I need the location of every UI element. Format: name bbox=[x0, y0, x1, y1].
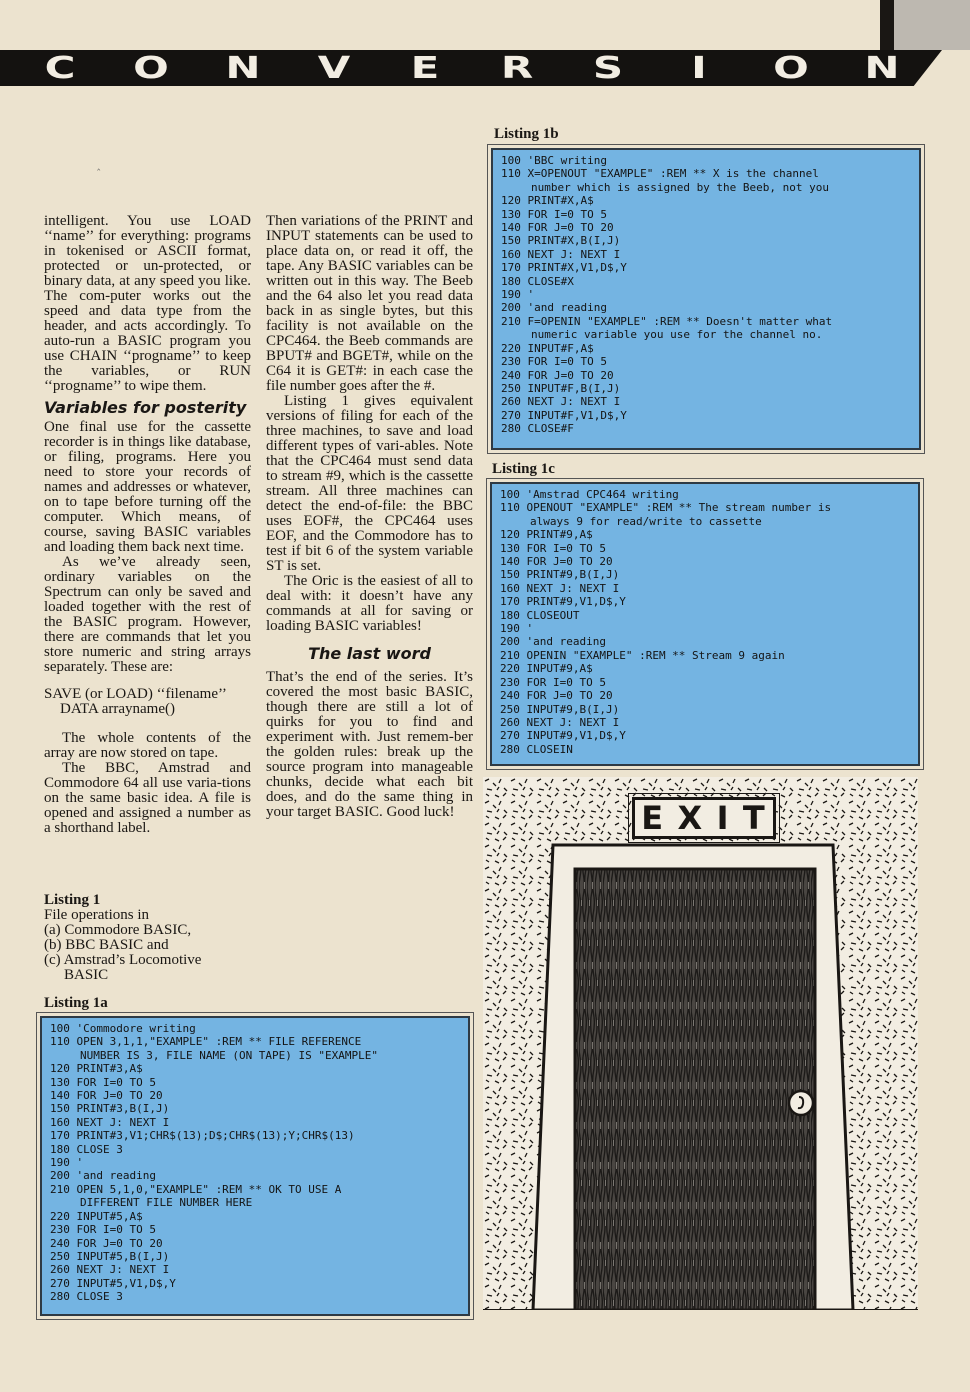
code-line: 210 OPEN 5,1,0,"EXAMPLE" :REM ** OK TO USE A bbox=[50, 1182, 342, 1196]
paragraph: The Oric is the easiest of all to deal with: it doesn’t have any commands at all for saving or loading BASIC variables! bbox=[266, 573, 473, 634]
code-line: 260 NEXT J: NEXT I bbox=[50, 1263, 170, 1277]
code-line: 200 'and reading bbox=[50, 1169, 156, 1183]
exit-door-illustration bbox=[483, 777, 918, 1310]
listing-1a-code bbox=[40, 1016, 470, 1316]
inline-code-line: SAVE (or LOAD) ‘‘filename’’ bbox=[44, 686, 227, 702]
code-line: 210 OPENIN "EXAMPLE" :REM ** Stream 9 again bbox=[500, 648, 785, 662]
banner-letter: O bbox=[772, 50, 809, 86]
code-line: 150 PRINT#9,B(I,J) bbox=[500, 568, 620, 582]
banner-letter: C bbox=[44, 50, 76, 86]
code-line: 190 ' bbox=[50, 1156, 84, 1170]
code-line: 200 'and reading bbox=[501, 301, 607, 315]
code-line: 240 FOR J=0 TO 20 bbox=[500, 689, 613, 703]
paragraph: The BBC, Amstrad and Commodore 64 all use varia-tions on the same basic idea. A file is opened and assigned a number as a shorthand label. bbox=[44, 760, 251, 836]
listing-1b-title: Listing 1b bbox=[494, 126, 559, 142]
code-line: 100 'Amstrad CPC464 writing bbox=[500, 488, 679, 501]
code-line: 160 NEXT J: NEXT I bbox=[500, 581, 620, 595]
code-line: 220 INPUT#F,A$ bbox=[501, 341, 594, 355]
listing-1b-code bbox=[491, 148, 921, 450]
paragraph: intelligent. You use LOAD ‘‘name’’ for everything: programs in tokenised or ASCII format, protected or un-protected, or binary data, at any speed you like. The com-puter works out the speed and data type from the header, and acts accordingly. To auto-run a BASIC program you use CHAIN ‘‘progname’’ to keep the variables, or RUN ‘‘progname’’ to wipe them. bbox=[44, 213, 251, 394]
caption-title: Listing 1 bbox=[44, 892, 101, 908]
code-line: 110 OPENOUT "EXAMPLE" :REM ** The stream number is bbox=[500, 501, 832, 515]
subheading-last-word: The last word bbox=[308, 644, 431, 663]
code-line: 180 CLOSE#X bbox=[501, 274, 574, 288]
print-speck: ‸ bbox=[97, 160, 101, 171]
code-line: numeric variable you use for the channel no. bbox=[531, 328, 823, 342]
code-line: 120 PRINT#9,A$ bbox=[500, 528, 593, 542]
code-line: 180 CLOSEOUT bbox=[500, 608, 580, 622]
caption-line: (b) BBC BASIC and bbox=[44, 937, 169, 953]
code-line: 180 CLOSE 3 bbox=[50, 1142, 123, 1156]
code-line: 240 FOR J=0 TO 20 bbox=[501, 368, 614, 382]
code-line: 140 FOR J=0 TO 20 bbox=[50, 1089, 163, 1103]
code-line: 130 FOR I=0 TO 5 bbox=[50, 1075, 156, 1089]
inline-code bbox=[44, 687, 251, 717]
banner-letter: I bbox=[691, 50, 708, 86]
code-line: DIFFERENT FILE NUMBER HERE bbox=[80, 1196, 253, 1210]
code-line: 270 INPUT#F,V1,D$,Y bbox=[501, 408, 627, 422]
code-line: 150 PRINT#3,B(I,J) bbox=[50, 1102, 170, 1116]
code-line: 140 FOR J=0 TO 20 bbox=[500, 555, 613, 569]
code-line: 220 INPUT#9,A$ bbox=[500, 662, 593, 676]
banner-letter: N bbox=[225, 50, 261, 86]
code-line: 100 'BBC writing bbox=[501, 154, 607, 167]
paragraph: The whole contents of the array are now stored on tape. bbox=[44, 730, 251, 761]
code-line: 130 FOR I=0 TO 5 bbox=[500, 541, 606, 555]
exit-letter: X bbox=[677, 799, 705, 837]
exit-letter: I bbox=[716, 799, 731, 837]
caption-line: (a) Commodore BASIC, bbox=[44, 922, 192, 938]
code-line: 230 FOR I=0 TO 5 bbox=[501, 355, 607, 369]
code-line: 170 PRINT#3,V1;CHR$(13);D$;CHR$(13);Y;CHR$(13) bbox=[50, 1129, 355, 1143]
paragraph: Then variations of the PRINT and INPUT statements can be used to place data on, or read it off, the tape. Any BASIC variables can be written out in this way. The Beeb and the 64 also let you read data back in as single bytes, but this facility is not available on the CPC464. the Beeb commands are BPUT# and BGET#, while on the C64 it is GET#: in each case the file number goes after the #. bbox=[266, 213, 473, 394]
caption-line: File operations in bbox=[44, 907, 149, 923]
caption-line: BASIC bbox=[64, 967, 109, 983]
code-line: 210 F=OPENIN "EXAMPLE" :REM ** Doesn't matter what bbox=[501, 314, 833, 328]
banner-letter: E bbox=[410, 50, 440, 86]
code-line: 110 OPEN 3,1,1,"EXAMPLE" :REM ** FILE REFERENCE bbox=[50, 1035, 362, 1049]
article-column-1 bbox=[44, 214, 251, 836]
subheading-variables: Variables for posterity bbox=[44, 398, 247, 417]
listing-caption bbox=[44, 893, 254, 983]
code-line: 230 FOR I=0 TO 5 bbox=[50, 1223, 156, 1237]
banner-letter: O bbox=[133, 50, 170, 86]
paragraph: One final use for the cassette recorder is in things like database, or filing, programs. Here you need to store your records of names and addresses or whatever, on to tape before turning off the computer. Which means, of course, saving BASIC variables and loading them back next time. bbox=[44, 419, 251, 555]
code-line: 260 NEXT J: NEXT I bbox=[500, 715, 620, 729]
code-line: 170 PRINT#X,V1,D$,Y bbox=[501, 261, 627, 275]
code-line: 280 CLOSEIN bbox=[500, 742, 573, 756]
code-line: 220 INPUT#5,A$ bbox=[50, 1209, 143, 1223]
listing-1a-title: Listing 1a bbox=[44, 995, 108, 1011]
listing-1c-title: Listing 1c bbox=[492, 461, 555, 477]
code-line: 190 ' bbox=[500, 622, 534, 636]
section-banner-title bbox=[0, 50, 942, 86]
code-line: 280 CLOSE 3 bbox=[50, 1290, 123, 1304]
caption-line: (c) Amstrad’s Locomotive bbox=[44, 952, 202, 968]
code-line: 100 'Commodore writing bbox=[50, 1022, 196, 1035]
code-line: 250 INPUT#5,B(I,J) bbox=[50, 1249, 170, 1263]
code-line: 250 INPUT#F,B(I,J) bbox=[501, 381, 621, 395]
paragraph: As we’ve already seen, ordinary variables on the Spectrum can only be saved and loaded together with the rest of the BASIC program. However, there are commands that let you store numeric and string arrays separately. These are: bbox=[44, 554, 251, 675]
exit-letter: E bbox=[641, 799, 666, 837]
banner-letter: R bbox=[500, 50, 533, 86]
code-line: 240 FOR J=0 TO 20 bbox=[50, 1236, 163, 1250]
corner-tab bbox=[894, 0, 970, 50]
listing-1c-code bbox=[490, 482, 920, 766]
code-line: 120 PRINT#3,A$ bbox=[50, 1062, 143, 1076]
code-line: 120 PRINT#X,A$ bbox=[501, 194, 594, 208]
code-line: 170 PRINT#9,V1,D$,Y bbox=[500, 595, 626, 609]
code-line: 260 NEXT J: NEXT I bbox=[501, 395, 621, 409]
code-line: 250 INPUT#9,B(I,J) bbox=[500, 702, 620, 716]
code-line: 110 X=OPENOUT "EXAMPLE" :REM ** X is the channel bbox=[501, 167, 819, 181]
paragraph: That’s the end of the series. It’s covered the most basic BASIC, though there are still a lot of quirks for you to find and experiment with. Just remem-ber the golden rules: break up the source program into manageable chunks, decide what each bit does, and do the same thing in your target BASIC. Good luck! bbox=[266, 669, 473, 820]
paragraph: Listing 1 gives equivalent versions of filing for each of the three machines, to save and load different types of vari-ables. Note that the CPC464 must send data to stream #9, which is the cassette stream. All three machines can detect the end-of-file: the BBC uses EOF#, the CPC464 uses EOF, and the Commodore has to test if bit 6 of the system variable ST is set. bbox=[266, 393, 473, 574]
article-column-2 bbox=[266, 214, 473, 820]
exit-sign bbox=[632, 797, 776, 839]
banner-letter: N bbox=[864, 50, 900, 86]
code-line: 160 NEXT J: NEXT I bbox=[501, 247, 621, 261]
exit-letter: T bbox=[742, 799, 767, 837]
code-line: number which is assigned by the Beeb, not you bbox=[531, 180, 830, 194]
code-line: 150 PRINT#X,B(I,J) bbox=[501, 234, 621, 248]
code-line: 270 INPUT#5,V1,D$,Y bbox=[50, 1276, 176, 1290]
code-line: 190 ' bbox=[501, 288, 535, 302]
code-line: 130 FOR I=0 TO 5 bbox=[501, 207, 607, 221]
code-line: 160 NEXT J: NEXT I bbox=[50, 1115, 170, 1129]
code-line: 270 INPUT#9,V1,D$,Y bbox=[500, 729, 626, 743]
code-line: 280 CLOSE#F bbox=[501, 422, 574, 436]
code-line: 140 FOR J=0 TO 20 bbox=[501, 221, 614, 235]
inline-code-line: DATA arrayname() bbox=[60, 701, 175, 717]
code-line: 230 FOR I=0 TO 5 bbox=[500, 675, 606, 689]
code-line: NUMBER IS 3, FILE NAME (ON TAPE) IS "EXAMPLE" bbox=[80, 1048, 379, 1062]
code-line: 200 'and reading bbox=[500, 635, 606, 649]
banner-letter: V bbox=[317, 50, 351, 86]
code-line: always 9 for read/write to cassette bbox=[530, 514, 762, 528]
banner-letter: S bbox=[592, 50, 624, 86]
